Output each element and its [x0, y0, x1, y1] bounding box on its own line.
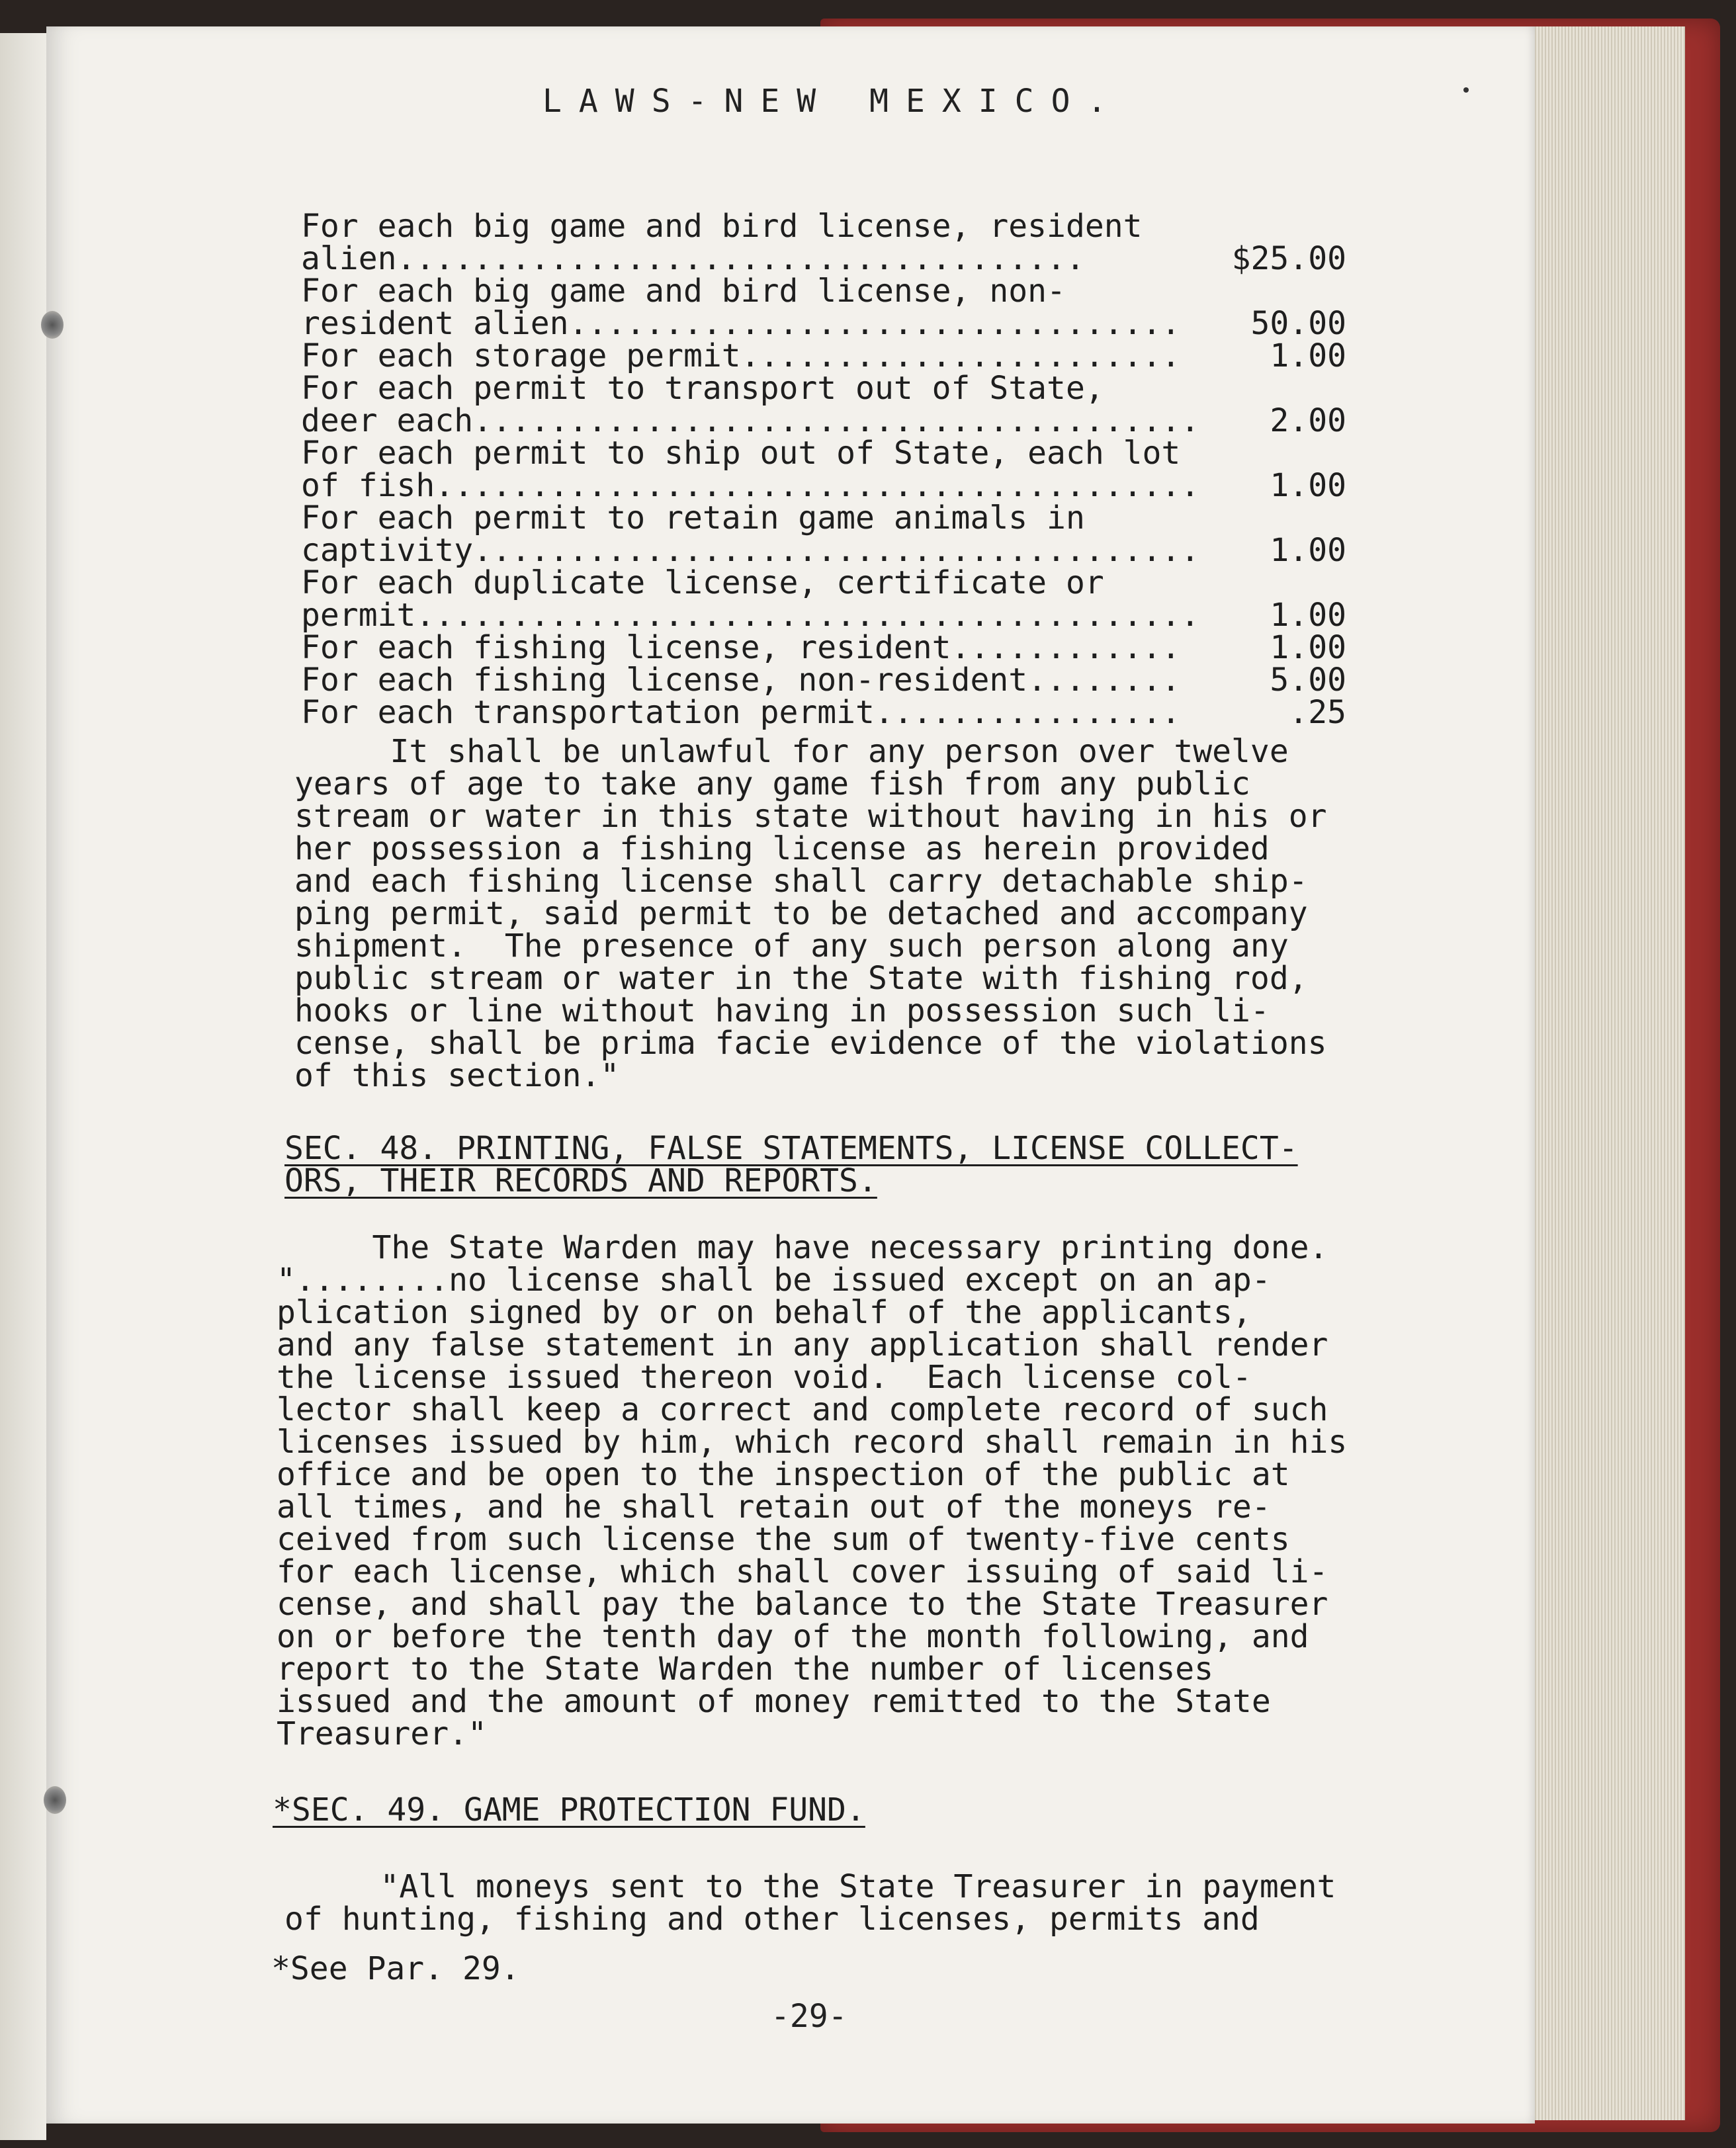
running-header: LAWS-NEW MEXICO. [542, 83, 1124, 120]
fee-item [301, 694, 1346, 731]
text-line: ORS, THEIR RECORDS AND REPORTS. [284, 1162, 877, 1199]
fee-description: of fish........................................ [301, 467, 1200, 504]
fee-description: alien.................................... [301, 240, 1085, 277]
fee-description: For each permit to ship out of State, each lot [301, 435, 1181, 472]
fee-amount: .25 [1289, 694, 1346, 731]
text-line: for each license, which shall cover issuing of said li- [277, 1553, 1328, 1590]
fee-description: permit......................................... [301, 597, 1200, 634]
fee-amount: 1.00 [1270, 337, 1346, 374]
text-line: Treasurer." [277, 1715, 487, 1752]
fee-amount: 1.00 [1270, 597, 1346, 634]
fee-item [301, 629, 1346, 666]
text-line: It shall be unlawful for any person over twelve [294, 733, 1289, 770]
fee-description: For each fishing license, non-resident........ [301, 662, 1181, 699]
text-line: and any false statement in any application shall render [277, 1326, 1328, 1363]
fee-item [301, 437, 1346, 502]
text-line: of hunting, fishing and other licenses, permits and [284, 1901, 1260, 1938]
text-line: office and be open to the inspection of the public at [277, 1456, 1290, 1493]
fee-item [301, 337, 1346, 374]
fee-amount: $25.00 [1231, 240, 1346, 277]
text-line: report to the State Warden the number of licenses [277, 1651, 1214, 1688]
text-line: her possession a fishing license as herein provided [294, 830, 1270, 867]
fee-description: For each permit to retain game animals in [301, 499, 1085, 537]
text-line: of this section." [294, 1057, 620, 1094]
fee-amount: 1.00 [1270, 532, 1346, 569]
text-line: cense, and shall pay the balance to the State Treasurer [277, 1586, 1328, 1623]
fee-description: For each permit to transport out of State, [301, 370, 1104, 407]
text-line: hooks or line without having in possession such li- [294, 992, 1270, 1029]
paragraph-section-49 [284, 1868, 1336, 1938]
fee-description: For each storage permit....................... [301, 337, 1181, 374]
section-48-heading [284, 1130, 1298, 1199]
binder-hole [41, 311, 64, 339]
text-line: SEC. 48. PRINTING, FALSE STATEMENTS, LICENSE COLLECT- [284, 1130, 1298, 1167]
text-line: on or before the tenth day of the month following, and [277, 1618, 1309, 1655]
fee-amount: 1.00 [1270, 629, 1346, 666]
text-line: "All moneys sent to the State Treasurer in payment [284, 1868, 1336, 1905]
fee-amount: 50.00 [1250, 305, 1346, 342]
text-line: all times, and he shall retain out of the moneys re- [277, 1488, 1271, 1525]
ink-dot [1463, 87, 1469, 93]
text-line: issued and the amount of money remitted to the State [277, 1683, 1271, 1720]
binder-hole [44, 1786, 66, 1814]
text-line: public stream or water in the State with fishing rod, [294, 960, 1308, 997]
footnote: *See Par. 29. [271, 1950, 520, 1987]
section-49-heading: *SEC. 49. GAME PROTECTION FUND. [273, 1791, 865, 1828]
fee-amount: 1.00 [1270, 467, 1346, 504]
fee-description: For each transportation permit................ [301, 694, 1181, 731]
text-line: plication signed by or on behalf of the applicants, [277, 1294, 1252, 1331]
fee-item [301, 499, 1346, 569]
fee-description: For each fishing license, resident............ [301, 629, 1181, 666]
fee-item [301, 564, 1346, 634]
text-line: shipment. The presence of any such person along any [294, 927, 1289, 965]
fee-item [301, 210, 1346, 275]
text-line: the license issued thereon void. Each license col- [277, 1359, 1252, 1396]
paragraph-section-48 [277, 1229, 1348, 1752]
fee-item [301, 664, 1346, 697]
page-edges [1532, 26, 1685, 2120]
text-line: The State Warden may have necessary printing done. [277, 1229, 1328, 1266]
text-line: cense, shall be prima facie evidence of the violations [294, 1025, 1327, 1062]
fee-amount: 2.00 [1270, 402, 1346, 439]
text-line: years of age to take any game fish from any public [294, 765, 1250, 802]
fee-description: deer each...................................... [301, 402, 1200, 439]
text-line: lector shall keep a correct and complete record of such [277, 1391, 1328, 1428]
paragraph-fishing-license [294, 733, 1327, 1094]
fee-item [301, 275, 1346, 340]
left-page-edge [0, 33, 46, 2140]
text-line: and each fishing license shall carry detachable ship- [294, 863, 1308, 900]
text-line: ceived from such license the sum of twenty-five cents [277, 1521, 1290, 1558]
text-line: stream or water in this state without having in his or [294, 798, 1327, 835]
fee-description: captivity...................................... [301, 532, 1200, 569]
text-line: ping permit, said permit to be detached and accompany [294, 895, 1308, 932]
text-line: "........no license shall be issued except on an ap- [277, 1262, 1271, 1299]
fee-description: For each big game and bird license, resident [301, 208, 1143, 245]
fee-description: resident alien................................ [301, 305, 1181, 342]
page-number: -29- [771, 1998, 847, 2035]
fee-amount: 5.00 [1270, 662, 1346, 699]
fee-description: For each big game and bird license, non- [301, 273, 1066, 310]
text-line: licenses issued by him, which record shall remain in his [277, 1424, 1348, 1461]
fee-description: For each duplicate license, certificate or [301, 564, 1104, 601]
fee-item [301, 372, 1346, 437]
